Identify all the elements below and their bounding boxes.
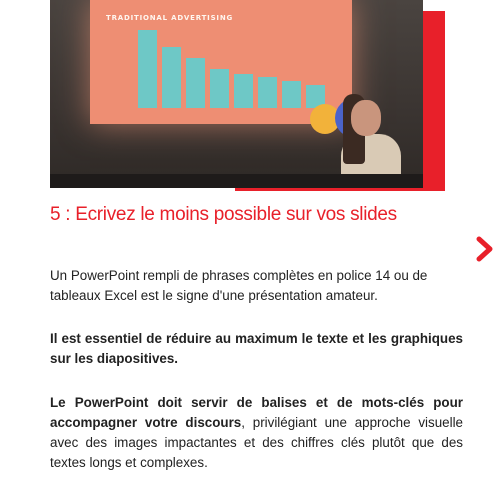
- section-heading: 5 : Ecrivez le moins possible sur vos slides: [50, 204, 397, 225]
- projected-bar: [234, 74, 253, 108]
- paragraph-key-point: Il est essentiel de réduire au maximum le texte et les graphiques sur les diapositives.: [50, 331, 463, 366]
- presentation-photo: [50, 0, 423, 188]
- projected-bar: [210, 69, 229, 108]
- paragraph-advice-rest: , privilégiant une approche visuelle avec des images impactantes et des chiffres clés plutôt que des textes longs et complexes.: [50, 415, 463, 470]
- paragraph-advice-bold: Le PowerPoint doit servir de balises et de mots-clés pour accompagner votre discours: [50, 395, 463, 430]
- projected-bar: [258, 77, 277, 108]
- projected-bar: [138, 30, 157, 108]
- projected-bar: [162, 47, 181, 108]
- audience-chairs: [50, 174, 423, 188]
- chevron-right-icon[interactable]: [474, 236, 496, 262]
- paragraph-advice: [50, 393, 463, 473]
- projected-bar: [186, 58, 205, 108]
- paragraph-intro: Un PowerPoint rempli de phrases complètes en police 14 ou de tableaux Excel est le signe d'une présentation amateur.: [50, 268, 428, 303]
- projected-slide: [90, 0, 352, 124]
- projected-bar: [282, 81, 301, 108]
- projected-slide-title: TRADITIONAL ADVERTISING: [106, 14, 234, 22]
- presenter-head: [351, 100, 381, 136]
